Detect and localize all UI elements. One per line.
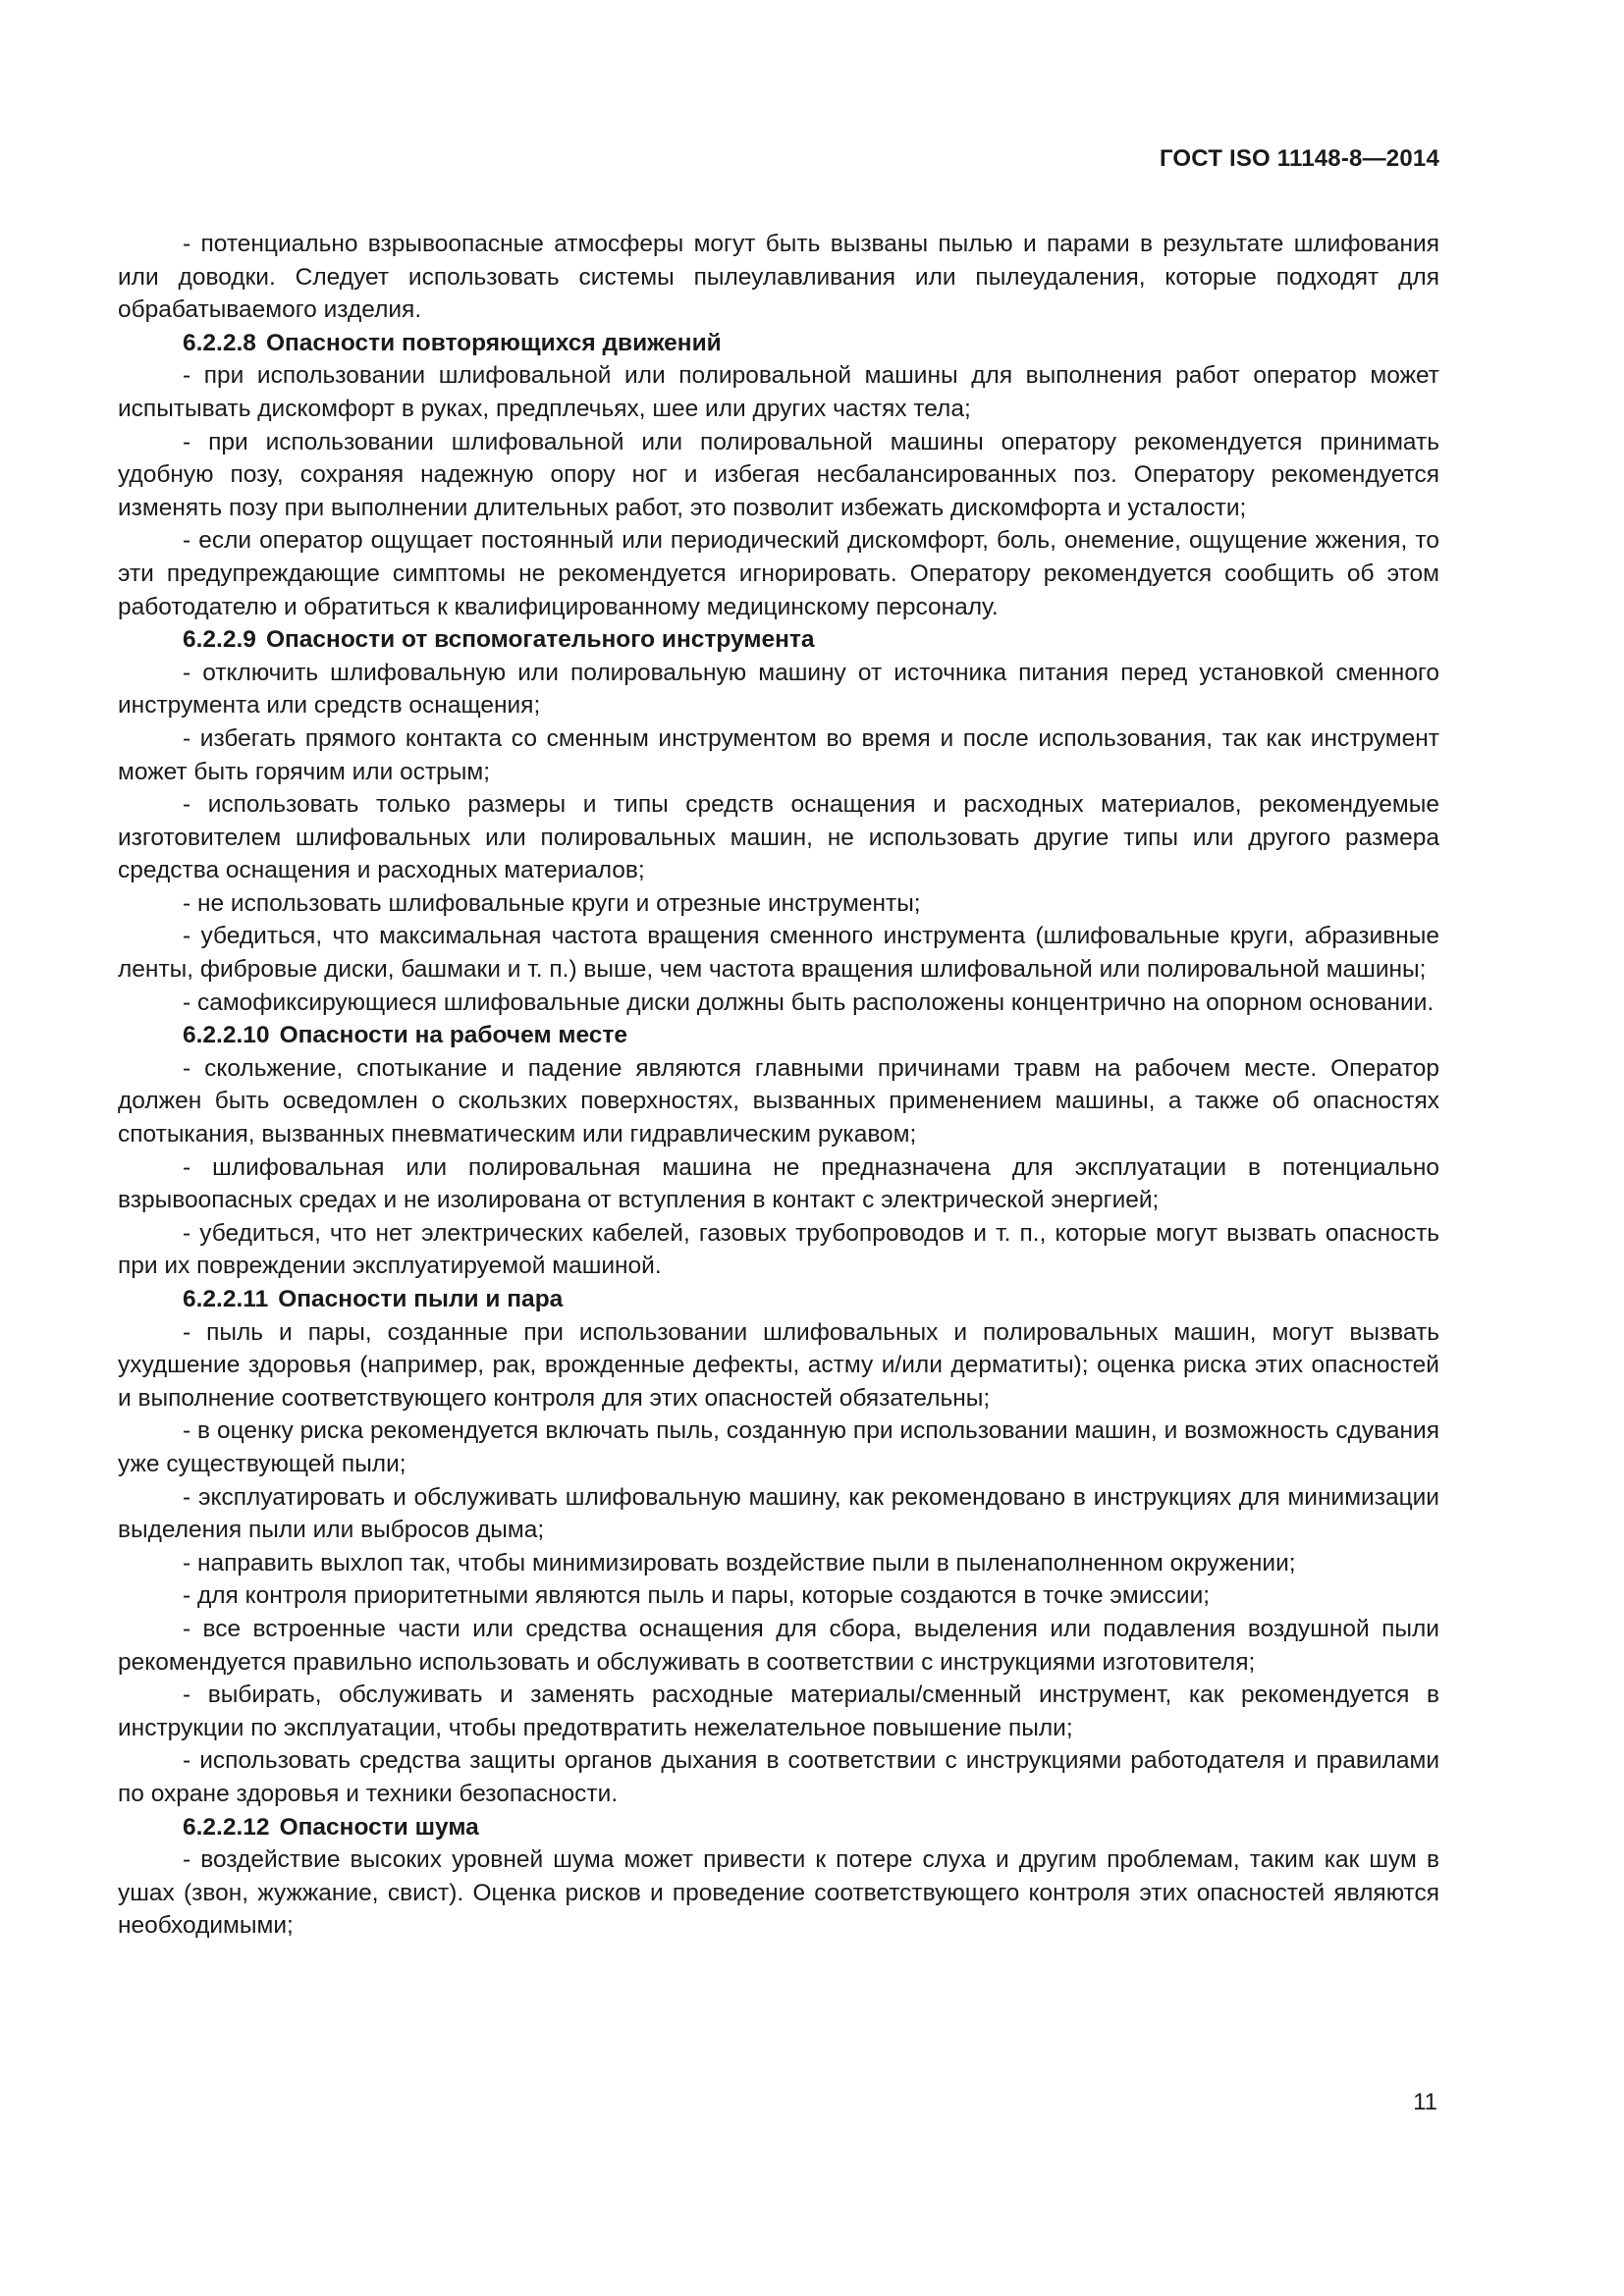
- list-item: - использовать средства защиты органов дыхания в соответствии с инструкциями работодателя и правилами по охране здоровья и техники безопасности.: [118, 1747, 1439, 1807]
- section-title: Опасности на рабочем месте: [279, 1022, 628, 1049]
- list-item: - воздействие высоких уровней шума может привести к потере слуха и другим проблемам, таким как шум в ушах (звон, жужжание, свист). Оценка рисков и проведение соответствующего контроля этих опасностей являются необходимыми;: [118, 1846, 1439, 1940]
- list-item: - самофиксирующиеся шлифовальные диски должны быть расположены концентрично на опорном основании.: [183, 988, 1435, 1016]
- list-item: - если оператор ощущает постоянный или периодический дискомфорт, боль, онемение, ощущение жжения, то эти предупреждающие симптомы не рекомендуется игнорировать. Оператору рекомендуется сообщить об этом работодателю и обратиться к квалифицированному медицинскому персоналу.: [118, 527, 1439, 620]
- list-item: - избегать прямого контакта со сменным инструментом во время и после использования, так как инструмент может быть горячим или острым;: [118, 724, 1439, 785]
- list-item: - все встроенные части или средства оснащения для сбора, выделения или подавления воздушной пыли рекомендуется правильно использовать и обслуживать в соответствии с инструкциями изготовителя;: [118, 1615, 1439, 1676]
- list-item: - не использовать шлифовальные круги и отрезные инструменты;: [183, 889, 921, 917]
- list-item: - убедиться, что нет электрических кабелей, газовых трубопроводов и т. п., которые могут вызвать опасность при их повреждении эксплуатируемой машиной.: [118, 1219, 1439, 1280]
- section-number: 6.2.2.9: [183, 626, 256, 654]
- list-item: - в оценку риска рекомендуется включать пыль, созданную при использовании машин, и возможность сдувания уже существующей пыли;: [118, 1417, 1439, 1477]
- list-item: - при использовании шлифовальной или полировальной машины оператору рекомендуется принимать удобную позу, сохраняя надежную опору ног и избегая несбалансированных поз. Оператору рекомендуется изменять позу при выполнении длительных работ, это позволит избежать дискомфорта и усталости;: [118, 428, 1439, 521]
- list-item: - пыль и пары, созданные при использовании шлифовальных и полировальных машин, могут вызвать ухудшение здоровья (например, рак, врожденные дефекты, астму и/или дерматиты); оценка риска этих опасностей и выполнение соответствующего контроля для этих опасностей обязательны;: [118, 1318, 1439, 1412]
- list-item: - при использовании шлифовальной или полировальной машины для выполнения работ оператор может испытывать дискомфорт в руках, предплечьях, шее или других частях тела;: [118, 362, 1439, 422]
- section-number: 6.2.2.8: [183, 329, 256, 356]
- section-heading: [118, 327, 1439, 360]
- list-item: - использовать только размеры и типы средств оснащения и расходных материалов, рекомендуемые изготовителем шлифовальных или полировальных машин, не использовать другие типы или другого размера средства оснащения и расходных материалов;: [118, 791, 1439, 884]
- section-heading: [118, 1811, 1439, 1844]
- list-item: - скольжение, спотыкание и падение являются главными причинами травм на рабочем месте. Оператор должен быть осведомлен о скользких поверхностях, вызванных применением машины, а также об опасностях спотыкания, вызванных пневматическим или гидравлическим рукавом;: [118, 1054, 1439, 1148]
- list-item: - направить выхлоп так, чтобы минимизировать воздействие пыли в пыленаполненном окружении;: [183, 1549, 1296, 1576]
- section-heading: [118, 1019, 1439, 1052]
- section-title: Опасности шума: [279, 1813, 479, 1841]
- section-title: Опасности от вспомогательного инструмента: [265, 626, 815, 654]
- list-item: - отключить шлифовальную или полировальную машину от источника питания перед установкой сменного инструмента или средств оснащения;: [118, 659, 1439, 720]
- section-heading: [118, 623, 1439, 657]
- section-title: Опасности повторяющихся движений: [265, 329, 722, 356]
- list-item: - эксплуатировать и обслуживать шлифовальную машину, как рекомендовано в инструкциях для минимизации выделения пыли или выбросов дыма;: [118, 1483, 1439, 1544]
- section-number: 6.2.2.10: [183, 1022, 270, 1049]
- section-number: 6.2.2.12: [183, 1813, 270, 1841]
- list-item: - убедиться, что максимальная частота вращения сменного инструмента (шлифовальные круги, абразивные ленты, фибровые диски, башмаки и т. п.) выше, чем частота вращения шлифовальной или полировальной машины;: [118, 923, 1439, 984]
- list-item: - выбирать, обслуживать и заменять расходные материалы/сменный инструмент, как рекомендуется в инструкции по эксплуатации, чтобы предотвратить нежелательное повышение пыли;: [118, 1682, 1439, 1741]
- document-body: [118, 228, 1439, 1943]
- list-item: - потенциально взрывоопасные атмосферы могут быть вызваны пылью и парами в результате шлифования или доводки. Следует использовать системы пылеулавливания или пылеудаления, которые подходят для обрабатываемого изделия.: [118, 231, 1439, 324]
- section-heading: [118, 1283, 1439, 1316]
- page-number: 11: [1413, 2089, 1437, 2115]
- list-item: - для контроля приоритетными являются пыль и пары, которые создаются в точке эмиссии;: [183, 1582, 1211, 1610]
- list-item: - шлифовальная или полировальная машина не предназначена для эксплуатации в потенциально взрывоопасных средах и не изолирована от вступления в контакт с электрической энергией;: [118, 1153, 1439, 1214]
- section-number: 6.2.2.11: [183, 1286, 269, 1312]
- document-id-header: ГОСТ ISO 11148-8—2014: [1159, 145, 1439, 172]
- section-title: Опасности пыли и пара: [278, 1286, 564, 1312]
